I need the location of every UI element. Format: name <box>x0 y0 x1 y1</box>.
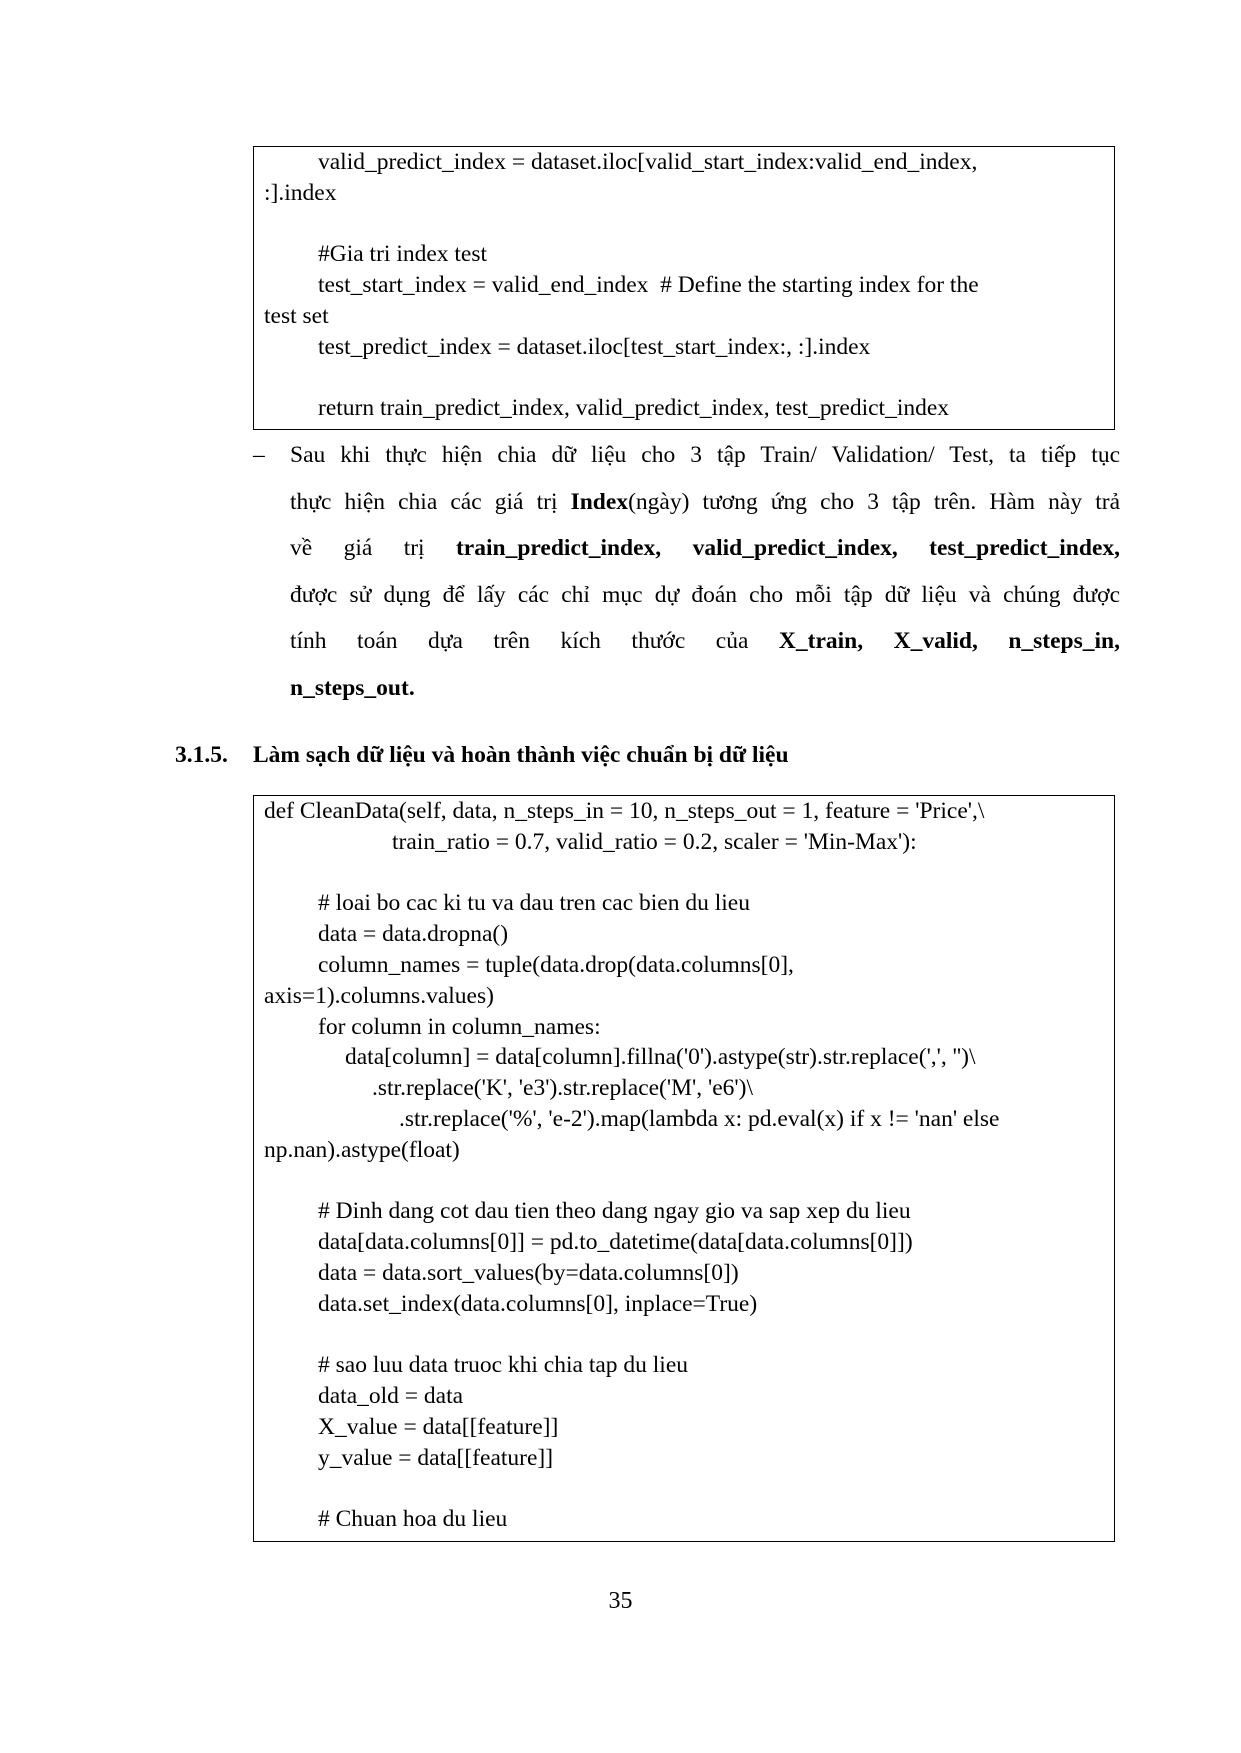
code-line: data_old = data <box>318 1383 464 1410</box>
page-number: 35 <box>608 1588 633 1614</box>
bullet-line-4: được sử dụng để lấy các chỉ mục dự đoán cho mỗi tập dữ liệu và chúng được <box>290 581 1120 608</box>
code-line: test set <box>264 302 329 329</box>
code-line: valid_predict_index = dataset.iloc[valid_start_index:valid_end_index, <box>318 149 978 175</box>
code-line: y_value = data[[feature]] <box>318 1444 554 1471</box>
code-line: for column in column_names: <box>318 1013 601 1040</box>
section-heading <box>175 738 789 772</box>
code-line: #Gia tri index test <box>318 241 488 268</box>
code-line: # sao luu data truoc khi chia tap du lieu <box>318 1352 689 1379</box>
code-line <box>264 1166 1104 1197</box>
section-number: 3.1.5. <box>175 742 228 768</box>
code-line: np.nan).astype(float) <box>264 1136 460 1163</box>
code-line: axis=1).columns.values) <box>264 982 494 1009</box>
code-line: train_ratio = 0.7, valid_ratio = 0.2, scaler = 'Min-Max'): <box>392 828 917 855</box>
code-line: def CleanData(self, data, n_steps_in = 10, n_steps_out = 1, feature = 'Price',\ <box>264 798 985 824</box>
code-line: .str.replace('K', 'e3').str.replace('M', 'e6')\ <box>372 1075 753 1102</box>
code-line: data[data.columns[0]] = pd.to_datetime(data[data.columns[0]]) <box>318 1229 913 1256</box>
code-block-1 <box>253 146 1115 430</box>
code-line: column_names = tuple(data.drop(data.columns[0], <box>318 951 794 978</box>
code-line: # Dinh dang cot dau tien theo dang ngay gio va sap xep du lieu <box>318 1198 911 1225</box>
code-line: test_predict_index = dataset.iloc[test_start_index:, :].index <box>318 333 871 360</box>
code-line: test_start_index = valid_end_index # Define the starting index for the <box>318 272 979 299</box>
section-title: Làm sạch dữ liệu và hoàn thành việc chuẩn bị dữ liệu <box>253 742 789 768</box>
bullet-line-2: thực hiện chia các giá trị Index(ngày) tương ứng cho 3 tập trên. Hàm này trả <box>290 488 1120 515</box>
code-line: data.set_index(data.columns[0], inplace=True) <box>318 1290 758 1317</box>
code-line: data = data.dropna() <box>318 921 509 948</box>
code-line: data[column] = data[column].fillna('0').astype(str).str.replace(',', '')\ <box>345 1044 976 1071</box>
code-line: data = data.sort_values(by=data.columns[0]) <box>318 1259 739 1286</box>
bullet-line-3: về giá trị train_predict_index, valid_predict_index, test_predict_index, <box>290 535 1120 561</box>
code-line <box>264 858 1104 889</box>
bullet-paragraph <box>290 432 1120 711</box>
bullet-dash: – <box>253 442 265 468</box>
bullet-line-5: tính toán dựa trên kích thước của X_train, X_valid, n_steps_in, <box>290 628 1120 654</box>
code-line <box>264 1474 1104 1505</box>
code-line: .str.replace('%', 'e-2').map(lambda x: pd.eval(x) if x != 'nan' else <box>399 1105 1000 1132</box>
code-line: # Chuan hoa du lieu <box>318 1506 508 1533</box>
code-line <box>264 1320 1104 1351</box>
code-line: X_value = data[[feature]] <box>318 1413 559 1440</box>
code-line: return train_predict_index, valid_predict_index, test_predict_index <box>318 395 950 422</box>
code-block-2 <box>253 795 1115 1542</box>
code-line: # loai bo cac ki tu va dau tren cac bien du lieu <box>318 890 750 917</box>
bullet-line-1: Sau khi thực hiện chia dữ liệu cho 3 tập Train/ Validation/ Test, ta tiếp tục <box>290 442 1120 468</box>
code-line: :].index <box>264 179 337 206</box>
code-line <box>264 209 1104 240</box>
bullet-line-6: n_steps_out. <box>290 674 415 701</box>
code-line <box>264 363 1104 394</box>
